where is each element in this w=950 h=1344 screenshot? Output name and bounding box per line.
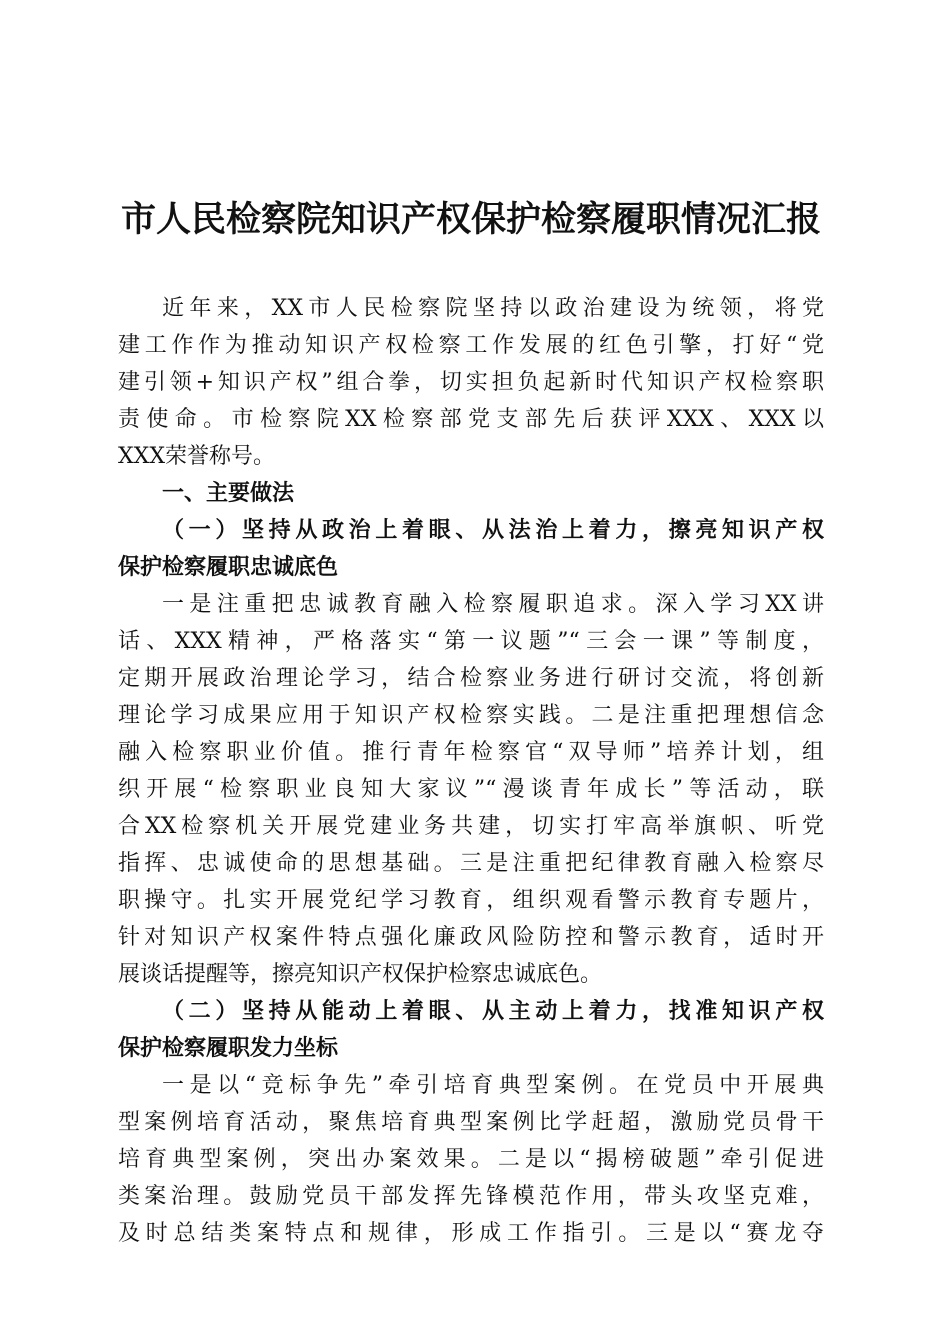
intro-paragraph <box>118 290 824 475</box>
subsection-heading-line: 保护检察履职忠诚底色 <box>118 554 339 580</box>
text-line: 展谈话提醒等，擦亮知识产权保护检察忠诚底色。 <box>118 962 603 987</box>
subsection-heading-2 <box>118 993 824 1067</box>
section-heading <box>118 475 824 512</box>
text-line: 近年来，XX市人民检察院坚持以政治建设为统领，将党 <box>162 296 824 321</box>
text-line: 培育典型案例，突出办案效果。二是以“揭榜破题”牵引促进 <box>118 1147 824 1172</box>
section-heading-text: 一、主要做法 <box>162 481 295 506</box>
document-body <box>118 290 824 1252</box>
text-line: 融入检察职业价值。推行青年检察官“双导师”培养计划，组 <box>118 740 824 765</box>
text-line: 针对知识产权案件特点强化廉政风险防控和警示教育，适时开 <box>118 925 824 950</box>
document-title: 市人民检察院知识产权保护检察履职情况汇报 <box>120 199 821 240</box>
text-line: 建引领+知识产权”组合拳，切实担负起新时代知识产权检察职 <box>118 370 824 395</box>
text-line: XXX荣誉称号。 <box>118 444 275 469</box>
text-line: 职操守。扎实开展党纪学习教育，组织观看警示教育专题片， <box>118 888 824 913</box>
subsection-heading-line: 保护检察履职发力坐标 <box>118 1035 339 1061</box>
text-line: 织开展“检察职业良知大家议”“漫谈青年成长”等活动，联 <box>118 777 824 802</box>
text-line: 型案例培育活动，聚焦培育典型案例比学赶超，激励党员骨干 <box>118 1110 824 1135</box>
text-line: 建工作作为推动知识产权检察工作发展的红色引擎，打好“党 <box>118 333 824 358</box>
text-line: 话、XXX精神，严格落实“第一议题”“三会一课”等制度， <box>118 629 824 654</box>
text-line: 及时总结类案特点和规律，形成工作指引。三是以“赛龙夺 <box>118 1221 824 1246</box>
text-line: 理论学习成果应用于知识产权检察实践。二是注重把理想信念 <box>118 703 824 728</box>
subsection-heading-line: （二）坚持从能动上着眼、从主动上着力，找准知识产权 <box>162 998 824 1024</box>
subsection-2-paragraph <box>118 1067 824 1252</box>
text-line: 责使命。市检察院XX检察部党支部先后获评XXX、XXX以 <box>118 407 824 432</box>
subsection-1-paragraph <box>118 586 824 993</box>
text-line: 一是注重把忠诚教育融入检察履职追求。深入学习XX讲 <box>162 592 824 617</box>
subsection-heading-1 <box>118 512 824 586</box>
text-line: 指挥、忠诚使命的思想基础。三是注重把纪律教育融入检察尽 <box>118 851 824 876</box>
text-line: 类案治理。鼓励党员干部发挥先锋模范作用，带头攻坚克难， <box>118 1184 824 1209</box>
text-line: 合XX检察机关开展党建业务共建，切实打牢高举旗帜、听党 <box>118 814 824 839</box>
text-line: 定期开展政治理论学习，结合检察业务进行研讨交流，将创新 <box>118 666 824 691</box>
subsection-heading-line: （一）坚持从政治上着眼、从法治上着力，擦亮知识产权 <box>162 517 824 543</box>
text-line: 一是以“竞标争先”牵引培育典型案例。在党员中开展典 <box>162 1073 824 1098</box>
